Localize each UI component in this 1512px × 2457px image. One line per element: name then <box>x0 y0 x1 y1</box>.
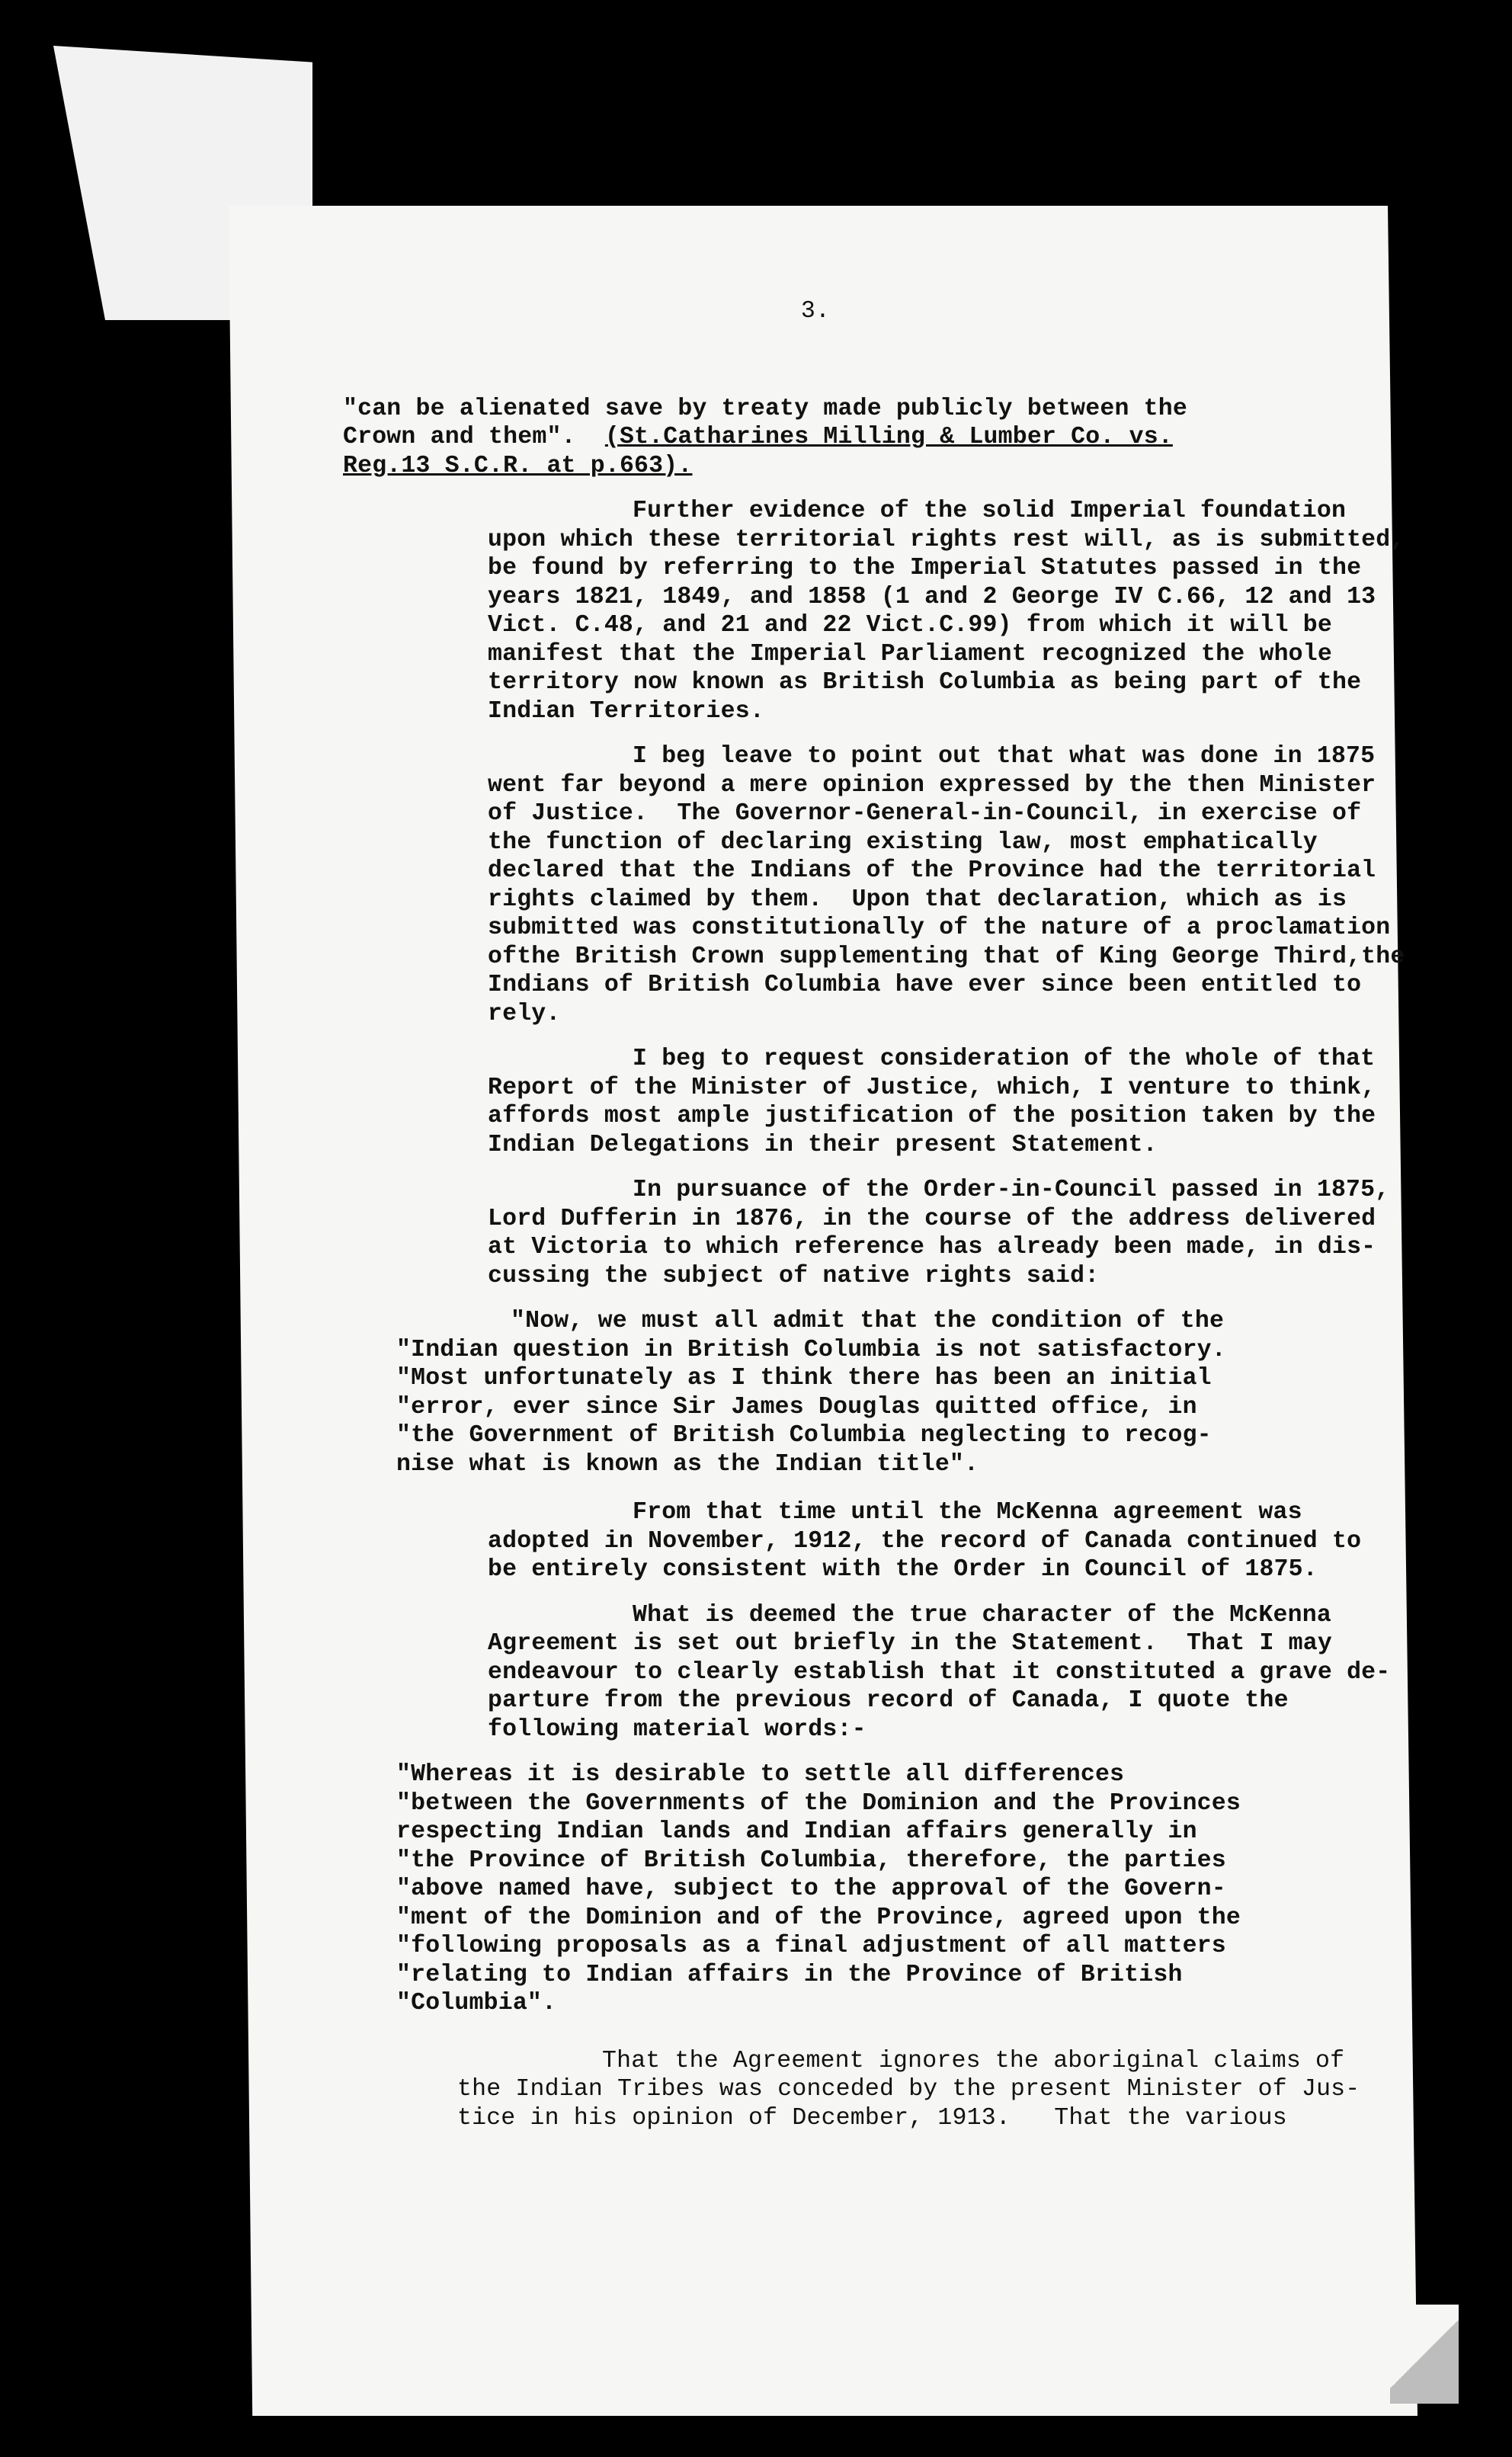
text-line: the function of declaring existing law, most emphatically <box>488 828 1318 856</box>
text-line: submitted was constitutionally of the nature of a proclamation <box>488 915 1391 941</box>
quote-line: "Indian question in British Columbia is not satisfactory. <box>396 1336 1226 1363</box>
text-line: be entirely consistent with the Order in Council of 1875. <box>488 1556 1318 1583</box>
text-line: In pursuance of the Order-in-Council passed in 1875, <box>633 1177 1390 1203</box>
quote-line: "Columbia". <box>396 1990 557 2017</box>
quote-line: "between the Governments of the Dominion and the Provinces <box>396 1789 1241 1817</box>
paragraph-true-character <box>343 1601 1391 1744</box>
text-line: cussing the subject of native rights said: <box>488 1262 1100 1289</box>
quote-line: "Whereas it is desirable to settle all differences <box>396 1761 1125 1788</box>
text-line: parture from the previous record of Canada, I quote the <box>488 1687 1289 1714</box>
page-number: 3. <box>800 298 831 325</box>
quote-line: nise what is known as the Indian title". <box>396 1450 979 1478</box>
block-quote-agreement <box>396 1760 1379 2018</box>
text-line: adopted in November, 1912, the record of Canada continued to <box>488 1527 1362 1555</box>
text-line: endeavour to clearly establish that it constituted a grave de- <box>488 1658 1391 1686</box>
text-line: following material words:- <box>488 1715 867 1743</box>
text-line: ofthe British Crown supplementing that of King George Third,the <box>488 943 1405 970</box>
text-line: manifest that the Imperial Parliament recognized the whole <box>488 640 1332 668</box>
text-line: rights claimed by them. Upon that declaration, which as is <box>488 886 1347 913</box>
quote-line: "the Government of British Columbia neglecting to recog- <box>396 1422 1212 1449</box>
quote-line: "ment of the Dominion and of the Province, agreed upon the <box>396 1904 1241 1931</box>
text-line: Further evidence of the solid Imperial foundation <box>633 498 1347 524</box>
text-line: I beg leave to point out that what was done in 1875 <box>633 743 1376 770</box>
text-line: I beg to request consideration of the whole of that <box>633 1046 1376 1072</box>
text-line: tice in his opinion of December, 1913. That the various <box>457 2104 1287 2132</box>
quote-line: "the Province of British Columbia, therefore, the parties <box>396 1847 1226 1874</box>
quote-line: "error, ever since Sir James Douglas quitted office, in <box>396 1393 1197 1421</box>
text-line: Lord Dufferin in 1876, in the course of the address delivered <box>488 1205 1376 1232</box>
text-line <box>343 423 1379 452</box>
text-line: Indians of British Columbia have ever since been entitled to <box>488 972 1362 998</box>
paragraph-quote-continuation <box>343 395 1379 481</box>
paragraph-1875 <box>343 742 1405 1028</box>
document-body <box>343 297 1405 2149</box>
paragraph-dufferin <box>343 1176 1390 1290</box>
paragraph-agreement-ignores <box>312 2047 1379 2133</box>
text-line: Indian Delegations in their present Statement. <box>488 1131 1158 1158</box>
text-line: went far beyond a mere opinion expressed by the then Minister <box>488 771 1376 799</box>
text-line: What is deemed the true character of the McKenna <box>633 1601 1331 1629</box>
text-line: Vict. C.48, and 21 and 22 Vict.C.99) from which it will be <box>488 612 1332 639</box>
quote-line: "above named have, subject to the approval of the Govern- <box>396 1876 1226 1902</box>
block-quote-dufferin <box>396 1307 1379 1478</box>
text-line-start: Crown and them". <box>343 424 576 450</box>
text-line: Indian Territories. <box>488 697 764 725</box>
paragraph-imperial-statutes <box>343 497 1405 726</box>
text-line: the Indian Tribes was conceded by the present Minister of Jus- <box>457 2076 1360 2103</box>
citation-line: Reg.13 S.C.R. at p.663). <box>343 452 693 479</box>
text-line: affords most ample justification of the position taken by the <box>488 1103 1376 1129</box>
quote-line: "following proposals as a final adjustment of all matters <box>396 1933 1226 1959</box>
text-line: upon which these territorial rights rest will, as is submitted, <box>488 526 1405 553</box>
paragraph-request <box>343 1045 1379 1159</box>
quote-line: "relating to Indian affairs in the Province of British <box>396 1961 1183 1988</box>
quote-line: respecting Indian lands and Indian affairs generally in <box>396 1818 1197 1845</box>
text-line: of Justice. The Governor-General-in-Council, in exercise of <box>488 800 1362 827</box>
citation: (St.Catharines Milling & Lumber Co. vs. <box>604 424 1173 450</box>
paragraph-mckenna-1912 <box>343 1498 1379 1584</box>
text-line: declared that the Indians of the Province had the territorial <box>488 857 1376 884</box>
quote-line: "Most unfortunately as I think there has been an initial <box>396 1365 1212 1392</box>
text-line: territory now known as British Columbia as being part of the <box>488 669 1362 696</box>
page-curl <box>1390 2305 1459 2404</box>
quote-line: "Now, we must all admit that the condition of the <box>511 1308 1225 1334</box>
text-line: years 1821, 1849, and 1858 (1 and 2 George IV C.66, 12 and 13 <box>488 583 1376 610</box>
text-line: rely. <box>488 1000 561 1027</box>
text-line: be found by referring to the Imperial Statutes passed in the <box>488 555 1362 581</box>
text-line: From that time until the McKenna agreement was <box>633 1499 1302 1526</box>
text-line: at Victoria to which reference has already been made, in dis- <box>488 1234 1376 1261</box>
text-line: Report of the Minister of Justice, which, I venture to think, <box>488 1074 1376 1101</box>
text-line: That the Agreement ignores the aboriginal claims of <box>602 2047 1345 2074</box>
text-line: Agreement is set out briefly in the Statement. That I may <box>488 1630 1332 1657</box>
text-line: "can be alienated save by treaty made publicly between the <box>343 395 1187 422</box>
